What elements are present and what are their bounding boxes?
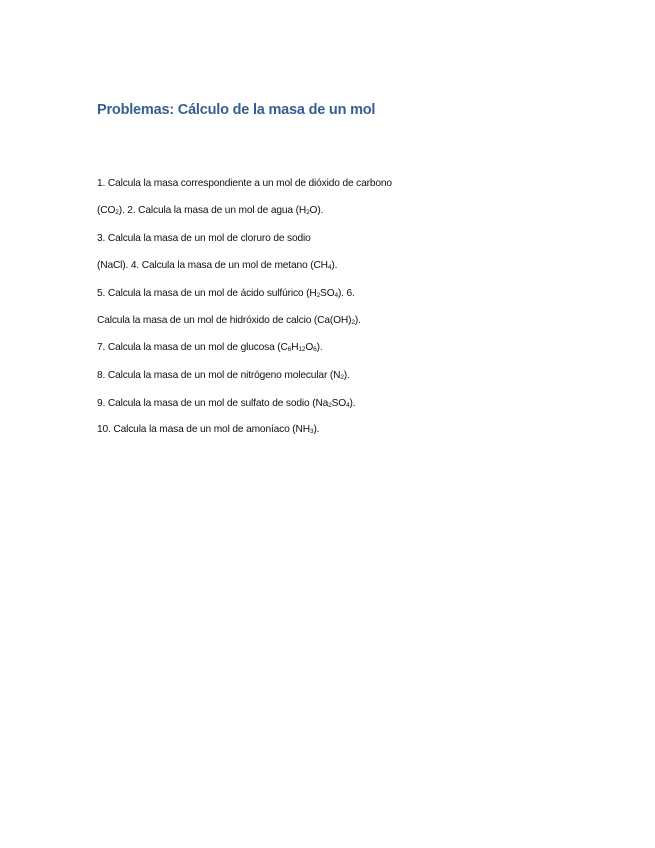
line-text: 8. Calcula la masa de un mol de nitrógeno molecular (N [97, 370, 341, 381]
problem-line [97, 424, 319, 435]
subscript: 2 [328, 402, 332, 409]
subscript: 2 [306, 209, 310, 216]
subscript: 2 [340, 374, 344, 381]
line-text: H [291, 342, 299, 353]
subscript: 6 [313, 346, 317, 353]
line-text: ). 6. [337, 288, 355, 299]
line-text: SO [320, 288, 335, 299]
problem-line [97, 260, 337, 271]
problem-line [97, 288, 355, 299]
subscript: 4 [346, 402, 350, 409]
subscript: 2 [351, 319, 355, 326]
problem-line [97, 178, 392, 189]
subscript: 2 [115, 209, 119, 216]
subscript: 6 [287, 346, 292, 353]
subscript: 4 [327, 264, 332, 271]
subscript: 2 [316, 292, 321, 299]
line-text: (NaCl). 4. Calcula la masa de un mol de metano (CH [97, 260, 328, 271]
line-text: ). [343, 370, 350, 381]
line-text: 9. Calcula la masa de un mol de sulfato de sodio (Na [97, 398, 329, 409]
subscript: 3 [309, 428, 314, 435]
line-text: ). [349, 398, 356, 409]
subscript: 12 [298, 346, 306, 353]
line-text: Calcula la masa de un mol de hidróxido de calcio (Ca(OH) [97, 315, 352, 326]
line-text: 10. Calcula la masa de un mol de amoníaco (NH [97, 424, 310, 435]
problem-line [97, 370, 350, 381]
problem-line [97, 398, 355, 409]
subscript: 4 [334, 292, 338, 299]
line-text: 5. Calcula la masa de un mol de ácido sulfúrico (H [97, 288, 317, 299]
problem-line [97, 233, 311, 244]
line-text: (CO [97, 205, 116, 216]
line-text: ). [316, 342, 323, 353]
line-text: ). 2. Calcula la masa de un mol de agua (H [118, 205, 307, 216]
line-text: ). [354, 315, 361, 326]
problem-line [97, 342, 323, 353]
line-text: O [305, 342, 314, 353]
line-text: ). [313, 424, 320, 435]
line-text: SO [331, 398, 347, 409]
line-text: O). [309, 205, 324, 216]
line-text: 1. Calcula la masa correspondiente a un mol de dióxido de carbono [97, 178, 392, 189]
document-title: Problemas: Cálculo de la masa de un mol [97, 102, 376, 118]
problem-line [97, 315, 361, 326]
line-text: 7. Calcula la masa de un mol de glucosa (C [97, 342, 288, 353]
line-text: 3. Calcula la masa de un mol de cloruro de sodio [97, 233, 311, 244]
line-text: ). [331, 260, 338, 271]
problem-line [97, 205, 323, 216]
